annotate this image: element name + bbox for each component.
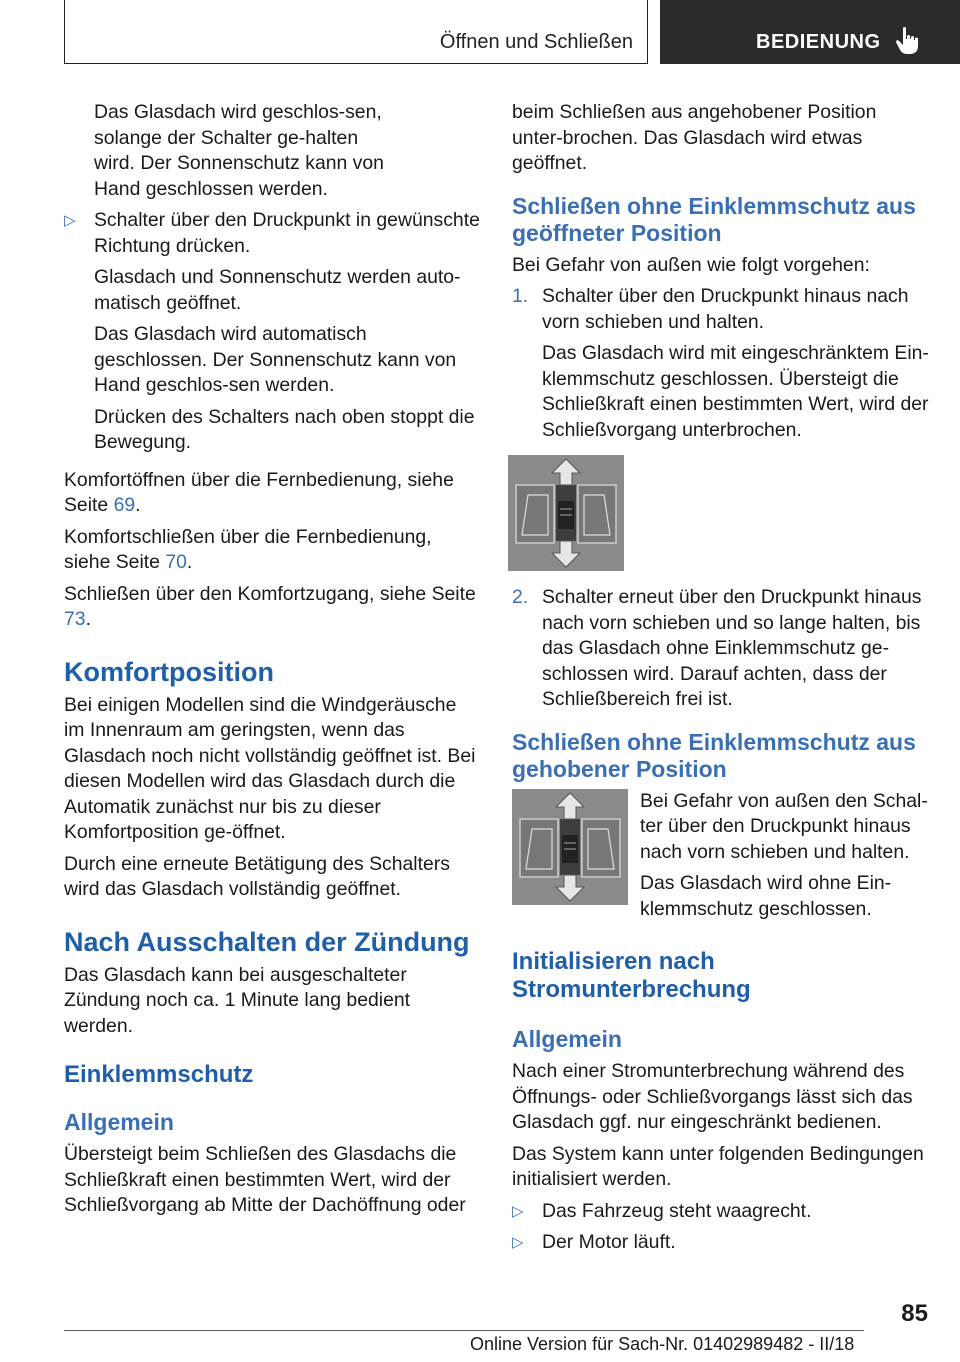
paragraph: Glasdach und Sonnenschutz werden auto-matisch geöffnet. xyxy=(94,266,461,314)
list-item xyxy=(512,1230,932,1256)
heading-komfortposition: Komfortposition xyxy=(64,656,274,687)
heading-einklemmschutz: Einklemmschutz xyxy=(64,1061,254,1088)
paragraph: Übersteigt beim Schließen des Glasdachs die Schließkraft einen bestimmten Wert, wird der Schließvorgang ab Mitte der Dachöffnung oder xyxy=(64,1143,466,1216)
list-item xyxy=(64,208,482,259)
numbered-step xyxy=(512,585,932,713)
online-version-note: Online Version für Sach-Nr. 01402989482 - II/18 xyxy=(470,1334,855,1354)
heading-offene-position: Schließen ohne Einklemmschutz aus geöffneter Position xyxy=(512,192,916,246)
header-chapter-tab[interactable] xyxy=(660,0,960,64)
footer-divider xyxy=(64,1330,864,1331)
step-text: Schalter über den Druckpunkt hinaus nach vorn schieben und halten. xyxy=(542,285,909,333)
step-text: Schalter erneut über den Druckpunkt hinaus nach vorn schieben und so lange halten, bis das Glasdach ohne Einklemmschutz ge-schlossen wird. Darauf achten, dass der Schließbereich frei ist. xyxy=(542,586,922,710)
hand-pointer-icon xyxy=(894,26,922,56)
heading-zuendung: Nach Ausschalten der Zündung xyxy=(64,926,470,957)
left-column xyxy=(64,100,482,1225)
cross-reference: Komfortschließen über die Fernbedienung, siehe Seite 70. xyxy=(64,525,432,573)
paragraph: Bei Gefahr von außen wie folgt vorgehen: xyxy=(512,253,870,276)
continued-paragraph: Das Glasdach wird geschlos-sen, solange der Schalter ge-halten wird. Der Sonnenschutz kann von Hand geschlossen werden. xyxy=(94,101,384,200)
header-section-box xyxy=(64,0,648,64)
paragraph: Drücken des Schalters nach oben stoppt die Bewegung. xyxy=(94,405,475,453)
paragraph: beim Schließen aus angehobener Position unter-brochen. Das Glasdach wird etwas geöffnet. xyxy=(512,101,877,174)
heading-initialisieren: Initialisieren nach Stromunterbrechung xyxy=(512,948,751,1003)
page-link-69[interactable]: 69 xyxy=(113,494,136,516)
step-number: 2. xyxy=(512,586,529,608)
cross-reference: Komfortöffnen über die Fernbedienung, siehe Seite 69. xyxy=(64,468,454,516)
triangle-bullet-icon: ▷ xyxy=(64,212,76,229)
heading-allgemein: Allgemein xyxy=(512,1026,622,1052)
paragraph: Das System kann unter folgenden Bedingungen initialisiert werden. xyxy=(512,1142,924,1190)
chapter-title: BEDIENUNG xyxy=(756,31,881,53)
heading-gehobene-position: Schließen ohne Einklemmschutz aus gehobener Position xyxy=(512,728,916,782)
paragraph: Das Glasdach kann bei ausgeschalteter Zündung noch ca. 1 Minute lang bedient werden. xyxy=(64,963,411,1037)
list-item-text: Der Motor läuft. xyxy=(542,1231,676,1253)
paragraph: Durch eine erneute Betätigung des Schalters wird das Glasdach vollständig geöffnet. xyxy=(64,852,450,900)
paragraph: Bei einigen Modellen sind die Windgeräusche im Innenraum am geringsten, wenn das Glasdach noch nicht vollständig geöffnet ist. Bei diesen Modellen wird das Glasdach durch die Automatik zunächst nur bis zu dieser Komfortposition ge-öffnet. xyxy=(64,693,476,843)
paragraph: Nach einer Stromunterbrechung während des Öffnungs- oder Schließvorgangs lässt sich das Glasdach ggf. nur eingeschränkt bedienen. xyxy=(512,1060,913,1133)
step-number: 1. xyxy=(512,285,529,307)
triangle-bullet-icon: ▷ xyxy=(512,1202,524,1220)
switch-illustration xyxy=(508,455,624,571)
paragraph: Das Glasdach wird ohne Ein-klemmschutz geschlossen. xyxy=(640,872,892,920)
right-column xyxy=(512,100,932,1262)
page-link-73[interactable]: 73 xyxy=(64,608,86,630)
figure-with-text xyxy=(512,789,932,929)
list-item xyxy=(512,1199,932,1225)
list-item-text: Schalter über den Druckpunkt in gewünschte Richtung drücken. xyxy=(94,209,480,257)
page-number: 85 xyxy=(901,1300,928,1327)
cross-reference: Schließen über den Komfortzugang, siehe Seite 73. xyxy=(64,582,476,630)
paragraph: Das Glasdach wird mit eingeschränktem Ein-klemmschutz geschlossen. Übersteigt die Schließkraft einen bestimmten Wert, wird der Schließvorgang unterbrochen. xyxy=(542,342,929,441)
triangle-bullet-icon: ▷ xyxy=(512,1234,524,1251)
heading-allgemein: Allgemein xyxy=(64,1109,174,1135)
numbered-step xyxy=(512,284,932,335)
paragraph: Das Glasdach wird automatisch geschlossen. Der Sonnenschutz kann von Hand geschlos-sen werden. xyxy=(94,323,457,396)
switch-illustration xyxy=(512,789,628,905)
page-link-70[interactable]: 70 xyxy=(165,551,187,573)
paragraph: Bei Gefahr von außen den Schal-ter über den Druckpunkt hinaus nach vorn schieben und halten. xyxy=(640,789,928,863)
section-title: Öffnen und Schließen xyxy=(439,31,633,53)
figure-text xyxy=(640,789,932,929)
list-item-text: Das Fahrzeug steht waagrecht. xyxy=(542,1199,812,1222)
